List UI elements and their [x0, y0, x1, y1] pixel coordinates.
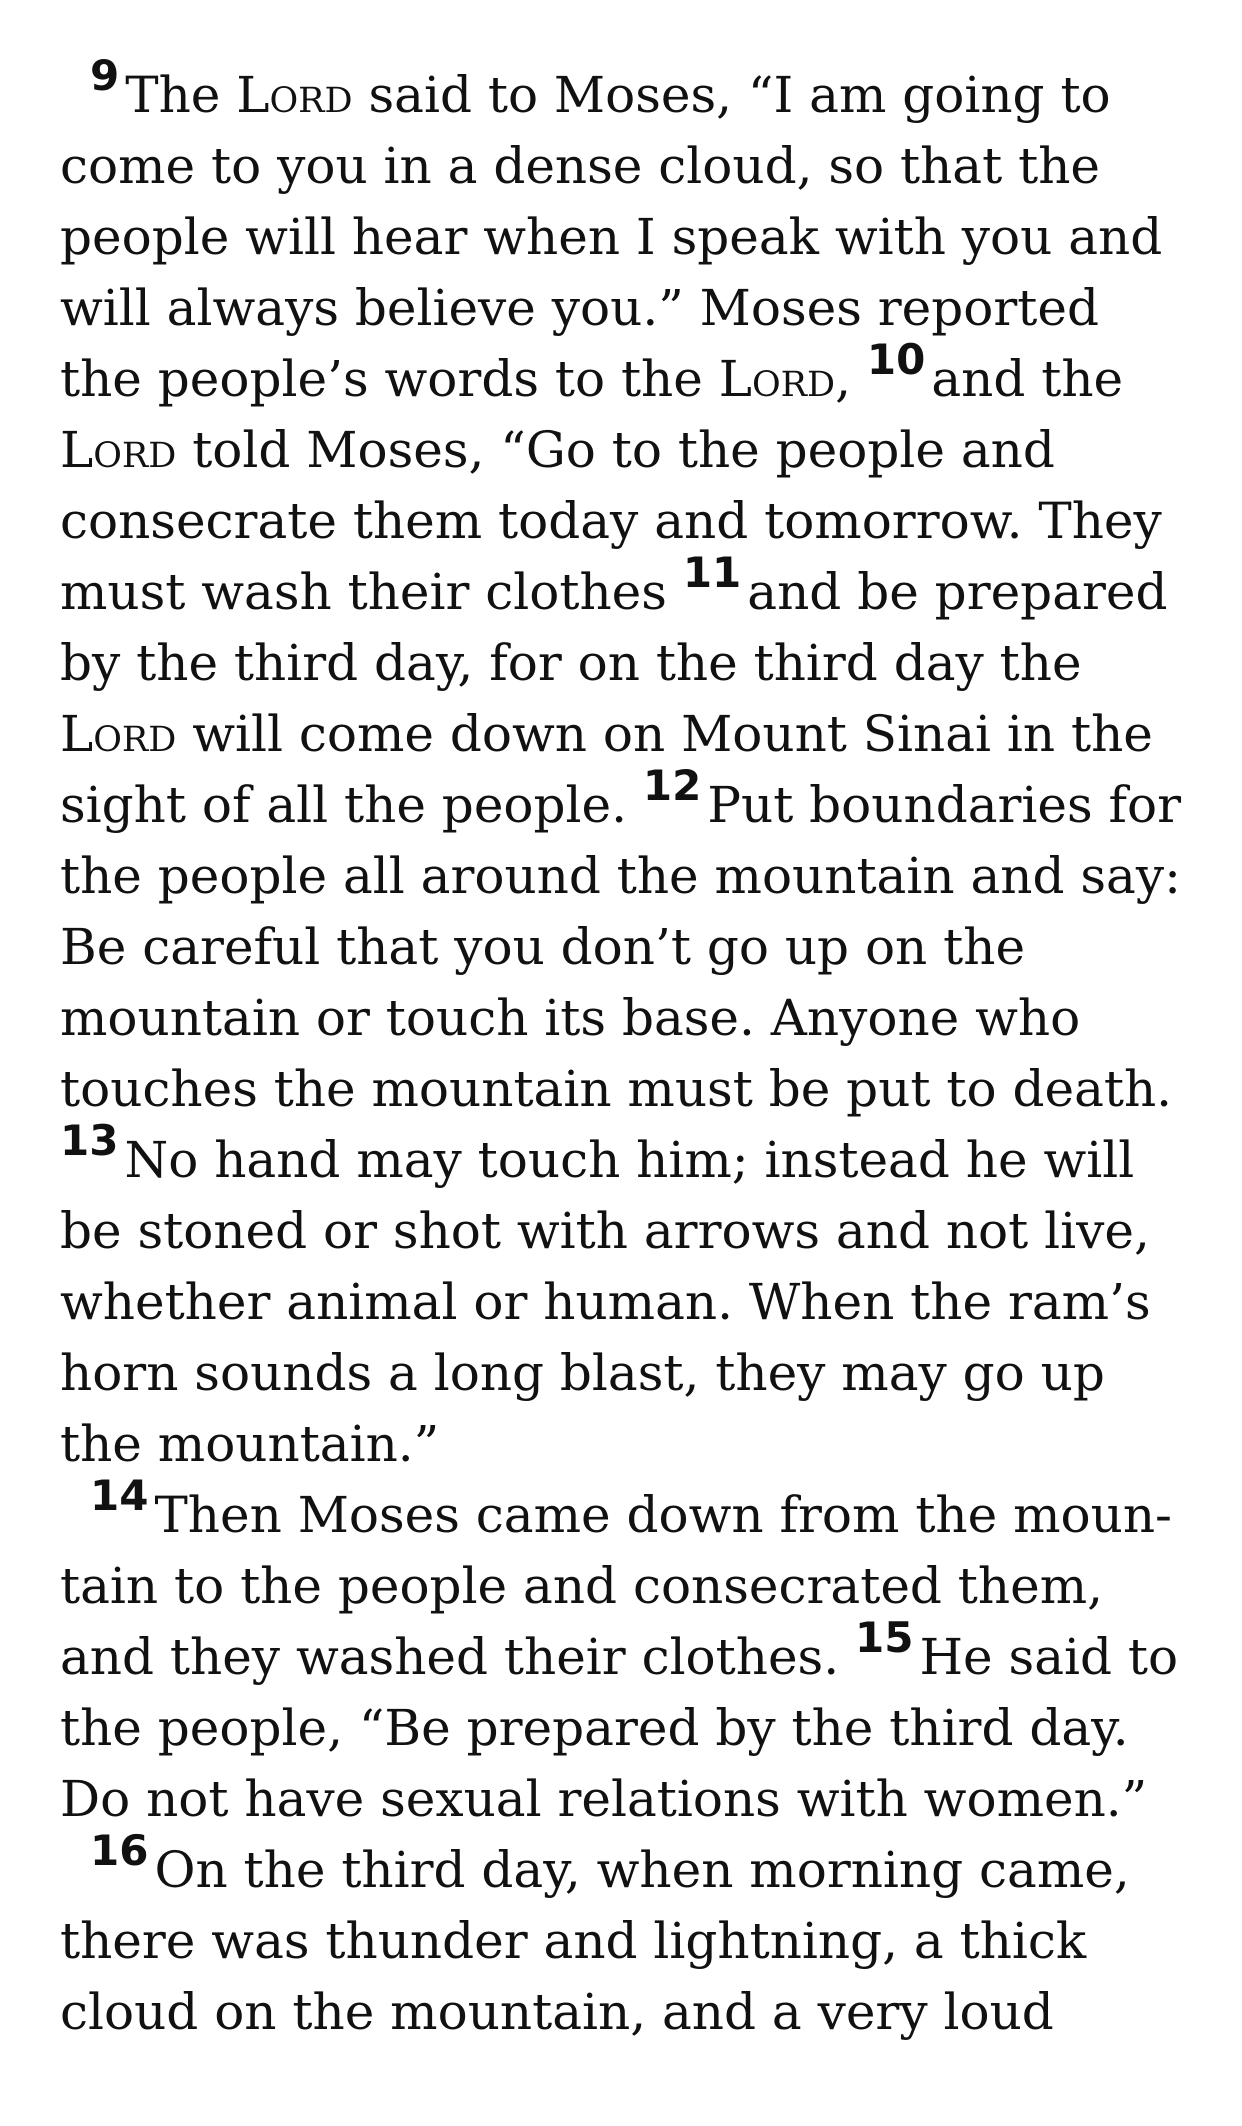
- verse-number: 11: [682, 548, 742, 597]
- verse-text: told Moses, “Go to the people and consecrate them today and tomorrow. They must wash their clothes: [60, 421, 1162, 621]
- divine-name: Lord: [236, 66, 353, 124]
- scripture-paragraph: [60, 51, 1190, 1480]
- scripture-paragraph: [60, 1471, 1190, 1835]
- divine-name: Lord: [60, 421, 177, 479]
- divine-name: Lord: [718, 350, 836, 408]
- verse-text: On the third day, when morning came, there was thunder and lightning, a thick cloud on the mountain, and a very loud: [60, 1841, 1130, 2041]
- scripture-paragraph: [60, 1826, 1190, 2048]
- verse-text: He said to the people, “Be prepared by the third day. Do not have sexual relations with women.”: [60, 1628, 1179, 1828]
- verse-text: ,: [835, 350, 867, 408]
- verse-text: and the: [931, 350, 1124, 408]
- verse-text: said to Moses, “I am going to come to you in a dense cloud, so that the people will hear when I speak with you and will always believe you.” Moses reported the people’s words to the: [60, 66, 1163, 408]
- verse-text: Then Moses came down from the mountain to the people and consecrated them, and they washed their clothes.: [60, 1486, 1172, 1686]
- verse-number: 9: [90, 51, 120, 100]
- verse-text: Put boundaries for the people all around the mountain and say: Be careful that you don’t go up on the mountain or touch its base. Anyone who touches the mountain must be put to death.: [60, 776, 1182, 1118]
- verse-text: The: [125, 66, 237, 124]
- verse-number: 12: [642, 761, 702, 810]
- verse-text: and be prepared by the third day, for on the third day the: [60, 563, 1168, 692]
- verse-number: 14: [90, 1471, 149, 1520]
- verse-number: 13: [60, 1116, 119, 1165]
- reader-content[interactable]: [60, 51, 1190, 2048]
- verse-number: 16: [90, 1826, 149, 1875]
- divine-name: Lord: [60, 705, 177, 763]
- verse-number: 10: [866, 335, 926, 384]
- verse-text: will come down on Mount Sinai in the sight of all the people.: [60, 705, 1153, 834]
- verse-text: No hand may touch him; instead he will be stoned or shot with arrows and not live, whether animal or human. When the ram’s horn sounds a long blast, they may go up the mountain.”: [60, 1131, 1151, 1473]
- verse-number: 15: [855, 1613, 914, 1662]
